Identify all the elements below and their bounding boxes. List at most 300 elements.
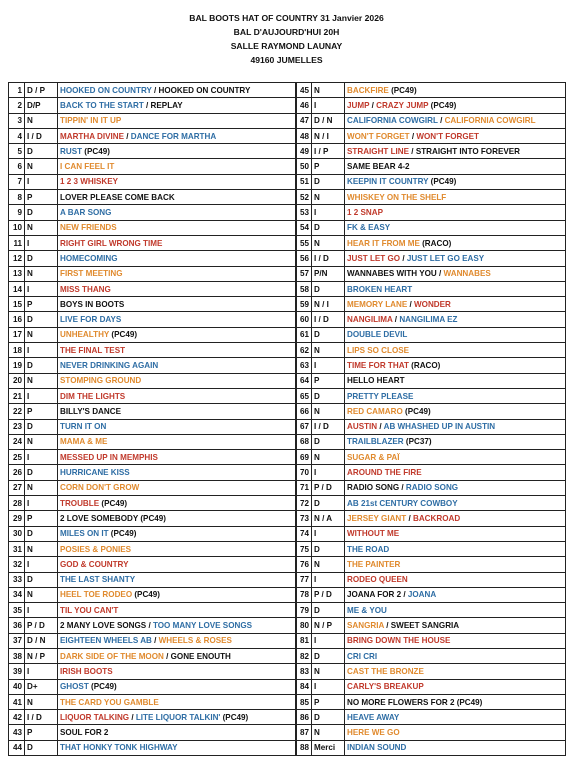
row-number: 49 (296, 144, 312, 159)
dance-code: I (25, 343, 58, 358)
dance-code: I (25, 174, 58, 189)
title-segment: STOMPING GROUND (60, 376, 142, 386)
title-segment: (PC49) (88, 682, 117, 692)
row-number: 44 (9, 740, 25, 755)
table-row (9, 694, 297, 709)
row-number: 79 (296, 603, 312, 618)
title-segment: FK & EASY (347, 223, 391, 233)
table-row (9, 266, 297, 281)
row-number: 75 (296, 541, 312, 556)
table-row (9, 633, 297, 648)
dance-title (345, 281, 566, 296)
dance-title (345, 404, 566, 419)
title-segment: BRING DOWN THE HOUSE (347, 636, 451, 646)
dance-title (58, 710, 297, 725)
row-number: 14 (9, 281, 25, 296)
row-number: 36 (9, 618, 25, 633)
title-segment: GOD & COUNTRY (60, 559, 129, 569)
dance-code: N / I (312, 297, 345, 312)
title-segment: LIQUOR TALKING (60, 712, 130, 722)
row-number: 71 (296, 480, 312, 495)
table-row (9, 327, 297, 342)
dance-title (58, 679, 297, 694)
dance-code: I (312, 526, 345, 541)
dance-code: I (25, 664, 58, 679)
dance-code: D (312, 174, 345, 189)
dance-code: N (312, 725, 345, 740)
row-number: 4 (9, 128, 25, 143)
dance-title (58, 98, 297, 113)
title-segment: DOUBLE DEVIL (347, 330, 408, 340)
dance-title (345, 725, 566, 740)
table-row (9, 572, 297, 587)
title-segment: RODEO QUEEN (347, 575, 408, 585)
dance-code: P (312, 373, 345, 388)
dance-title (58, 404, 297, 419)
dance-code: D (25, 205, 58, 220)
table-row (9, 557, 297, 572)
row-number: 34 (9, 587, 25, 602)
dance-title (345, 710, 566, 725)
dance-code: I (312, 465, 345, 480)
row-number: 37 (9, 633, 25, 648)
title-segment: TIL YOU CAN'T (60, 605, 119, 615)
dance-title (345, 557, 566, 572)
title-segment: I CAN FEEL IT (60, 162, 115, 172)
dance-title (345, 511, 566, 526)
dance-title (58, 281, 297, 296)
title-segment: CRAZY JUMP (376, 100, 429, 110)
row-number: 61 (296, 327, 312, 342)
title-segment: JERSEY GIANT (347, 513, 407, 523)
dance-code: I (25, 557, 58, 572)
title-segment: HOMECOMING (60, 253, 118, 263)
dance-title (345, 496, 566, 511)
row-number: 42 (9, 710, 25, 725)
table-row (296, 557, 566, 572)
title-segment: AB WHASHED UP IN AUSTIN (383, 422, 496, 432)
row-number: 25 (9, 450, 25, 465)
dance-code: D (25, 144, 58, 159)
title-segment: RADIO SONG (405, 483, 459, 493)
row-number: 52 (296, 190, 312, 205)
table-row (296, 358, 566, 373)
dance-code: P (25, 511, 58, 526)
dance-title (345, 618, 566, 633)
row-number: 2 (9, 98, 25, 113)
row-number: 70 (296, 465, 312, 480)
title-segment: WANNABES (443, 269, 491, 279)
title-segment: JOANA FOR 2 (347, 590, 402, 600)
title-segment: (PC49) (388, 85, 417, 95)
dance-code: P (25, 404, 58, 419)
dance-code: I (25, 603, 58, 618)
dance-code: D (312, 710, 345, 725)
dance-code: I (312, 679, 345, 694)
row-number: 64 (296, 373, 312, 388)
title-segment: / (146, 621, 153, 631)
table-row (296, 664, 566, 679)
dance-code: P (25, 190, 58, 205)
dance-code: N (25, 373, 58, 388)
row-number: 60 (296, 312, 312, 327)
dance-title (345, 465, 566, 480)
row-number: 38 (9, 648, 25, 663)
table-row (9, 465, 297, 480)
dance-code: D (25, 251, 58, 266)
row-number: 10 (9, 220, 25, 235)
row-number: 22 (9, 404, 25, 419)
dance-title (345, 235, 566, 250)
title-segment: (RACO) (408, 360, 441, 370)
table-row (296, 373, 566, 388)
table-row (9, 205, 297, 220)
title-segment: (PC49) (109, 330, 138, 340)
row-number: 41 (9, 694, 25, 709)
table-row (9, 404, 297, 419)
row-number: 53 (296, 205, 312, 220)
table-row (9, 220, 297, 235)
title-segment: CAST THE BRONZE (347, 666, 424, 676)
row-number: 45 (296, 83, 312, 98)
title-segment: MARTHA DIVINE (60, 131, 124, 141)
dance-title (58, 343, 297, 358)
title-segment: THE CARD YOU GAMBLE (60, 697, 159, 707)
row-number: 57 (296, 266, 312, 281)
dance-code: N (25, 434, 58, 449)
table-row (9, 526, 297, 541)
table-row (9, 83, 297, 98)
title-segment: / (437, 116, 445, 126)
dance-code: I (25, 388, 58, 403)
table-row (296, 327, 566, 342)
title-segment: RUST (60, 146, 83, 156)
dance-title (58, 648, 297, 663)
table-row (9, 480, 297, 495)
title-segment: THE PAINTER (347, 559, 401, 569)
dance-code: I / D (25, 128, 58, 143)
row-number: 73 (296, 511, 312, 526)
table-row (296, 220, 566, 235)
dance-code: N / I (312, 128, 345, 143)
title-segment: (PC49) (428, 100, 457, 110)
title-segment: (PC49) (82, 146, 110, 156)
dance-title (58, 526, 297, 541)
title-segment: LIVE FOR DAYS (60, 315, 122, 325)
dance-code: I (25, 281, 58, 296)
table-row (9, 725, 297, 740)
dance-code: I (312, 358, 345, 373)
title-segment: RADIO SONG (347, 483, 400, 493)
dance-title (345, 343, 566, 358)
row-number: 27 (9, 480, 25, 495)
title-segment: TOO MANY LOVE SONGS (152, 621, 253, 631)
title-segment: / (392, 315, 400, 325)
dance-title (58, 159, 297, 174)
table-row (9, 450, 297, 465)
dance-title (58, 205, 297, 220)
dance-code: D (312, 541, 345, 556)
dance-title (58, 541, 297, 556)
title-segment: BACKROAD (412, 513, 461, 523)
table-row (9, 343, 297, 358)
row-number: 13 (9, 266, 25, 281)
dance-title (345, 251, 566, 266)
dance-title (58, 480, 297, 495)
dance-code: D / N (25, 633, 58, 648)
dance-code: N (312, 235, 345, 250)
dance-code: N (25, 220, 58, 235)
row-number: 9 (9, 205, 25, 220)
title-segment: / (436, 269, 444, 279)
dance-code: P (312, 694, 345, 709)
dance-title (58, 450, 297, 465)
row-number: 19 (9, 358, 25, 373)
table-row (296, 618, 566, 633)
dance-title (58, 220, 297, 235)
dance-code: I (312, 205, 345, 220)
title-segment: SANGRIA (347, 621, 385, 631)
dance-title (345, 266, 566, 281)
title-segment: THE LAST SHANTY (60, 575, 136, 585)
title-segment: MEMORY LANE (347, 299, 408, 309)
row-number: 3 (9, 113, 25, 128)
title-segment: NEVER DRINKING AGAIN (60, 360, 159, 370)
row-number: 31 (9, 541, 25, 556)
table-row (296, 144, 566, 159)
dance-title (58, 572, 297, 587)
title-segment: (PC49) (132, 590, 160, 600)
dance-title (345, 434, 566, 449)
title-segment: WHISKEY ON THE SHELF (347, 192, 447, 202)
dance-code: D/P (25, 98, 58, 113)
table-row (9, 113, 297, 128)
title-segment: LITE LIQUOR TALKIN' (135, 712, 221, 722)
dance-title (58, 251, 297, 266)
title-segment: REPLAY (150, 100, 183, 110)
dance-title (345, 633, 566, 648)
table-row (296, 312, 566, 327)
table-row (9, 710, 297, 725)
title-segment: WANNABES WITH YOU (347, 269, 437, 279)
title-segment: LIPS SO CLOSE (347, 345, 410, 355)
row-number: 48 (296, 128, 312, 143)
row-number: 55 (296, 235, 312, 250)
table-row (296, 679, 566, 694)
table-row (296, 419, 566, 434)
table-row (9, 358, 297, 373)
dance-title (345, 740, 566, 755)
title-segment: (PC49) (108, 529, 137, 539)
row-number: 32 (9, 557, 25, 572)
table-row (9, 144, 297, 159)
dance-code: D (312, 434, 345, 449)
title-segment: HOOKED ON COUNTRY (158, 85, 251, 95)
dance-code: N (25, 480, 58, 495)
dance-code: I (312, 98, 345, 113)
title-segment: BROKEN HEART (347, 284, 413, 294)
table-row (9, 541, 297, 556)
table-row (9, 618, 297, 633)
table-row (9, 98, 297, 113)
title-segment: LOVER PLEASE COME BACK (60, 192, 175, 202)
dance-title (58, 465, 297, 480)
dance-title (345, 450, 566, 465)
dance-code: I (25, 496, 58, 511)
row-number: 40 (9, 679, 25, 694)
title-segment: SWEET SANGRIA (390, 621, 460, 631)
title-segment: STRAIGHT INTO FOREVER (415, 146, 520, 156)
title-segment: SAME BEAR 4-2 (347, 162, 410, 172)
table-row (9, 312, 297, 327)
title-segment: / (369, 100, 377, 110)
table-row (9, 128, 297, 143)
title-segment: / (163, 651, 171, 661)
row-number: 33 (9, 572, 25, 587)
title-segment: JUST LET GO EASY (406, 253, 485, 263)
dance-code: D (312, 496, 345, 511)
title-segment: POSIES & PONIES (60, 544, 132, 554)
row-number: 20 (9, 373, 25, 388)
table-row (296, 740, 566, 755)
title-segment: AB 21st CENTURY COWBOY (347, 498, 458, 508)
title-segment: SOUL FOR 2 (60, 728, 109, 738)
title-segment: TIPPIN' IN IT UP (60, 116, 122, 126)
dance-title (345, 205, 566, 220)
title-segment: DARK SIDE OF THE MOON (60, 651, 164, 661)
dance-title (58, 557, 297, 572)
table-row (296, 511, 566, 526)
dance-code: I / D (312, 312, 345, 327)
title-segment: NEW FRIENDS (60, 223, 117, 233)
title-segment: MAMA & ME (60, 437, 108, 447)
table-row (296, 297, 566, 312)
table-row (9, 159, 297, 174)
table-row (9, 740, 297, 755)
title-segment: DIM THE LIGHTS (60, 391, 126, 401)
title-segment: 1 2 SNAP (347, 208, 383, 218)
title-segment: / (409, 146, 416, 156)
dance-code: N (312, 664, 345, 679)
row-number: 12 (9, 251, 25, 266)
dance-title (58, 740, 297, 755)
row-number: 50 (296, 159, 312, 174)
row-number: 83 (296, 664, 312, 679)
header-line-3: SALLE RAYMOND LAUNAY (230, 41, 343, 51)
dance-code: N (25, 159, 58, 174)
table-row (296, 694, 566, 709)
dance-code: D (312, 603, 345, 618)
table-row (9, 496, 297, 511)
dance-title (58, 128, 297, 143)
row-number: 82 (296, 648, 312, 663)
row-number: 24 (9, 434, 25, 449)
title-segment: / (384, 621, 391, 631)
title-segment: / (129, 712, 136, 722)
dance-title (58, 633, 297, 648)
title-segment: / (151, 85, 159, 95)
title-segment: / (400, 253, 407, 263)
title-segment: BACK TO THE START (60, 100, 144, 110)
dance-title (345, 98, 566, 113)
dance-code: D (312, 388, 345, 403)
title-segment: (RACO) (419, 238, 452, 248)
table-row (296, 343, 566, 358)
title-segment: TURN IT ON (60, 422, 107, 432)
dance-title (58, 434, 297, 449)
dance-code: D (25, 419, 58, 434)
title-segment: EIGHTEEN WHEELS AB (60, 636, 152, 646)
dance-title (345, 587, 566, 602)
dance-code: N (312, 190, 345, 205)
title-segment: PRETTY PLEASE (347, 391, 414, 401)
title-segment: (PC49) (428, 177, 457, 187)
row-number: 51 (296, 174, 312, 189)
dance-code: N (25, 694, 58, 709)
row-number: 35 (9, 603, 25, 618)
row-number: 7 (9, 174, 25, 189)
title-segment: RIGHT GIRL WRONG TIME (60, 238, 163, 248)
table-row (9, 297, 297, 312)
title-segment: DANCE FOR MARTHA (130, 131, 217, 141)
table-row (9, 235, 297, 250)
table-row (296, 648, 566, 663)
title-segment: HEEL TOE RODEO (60, 590, 133, 600)
title-segment: GHOST (60, 682, 89, 692)
dance-code: D (312, 281, 345, 296)
dance-code: D (25, 358, 58, 373)
title-segment: (PC37) (403, 437, 432, 447)
dance-code: N (25, 327, 58, 342)
dance-code: D (25, 312, 58, 327)
title-segment: FIRST MEETING (60, 269, 123, 279)
row-number: 62 (296, 343, 312, 358)
dance-title (345, 358, 566, 373)
header-line-1: BAL BOOTS HAT OF COUNTRY 31 Janvier 2026 (189, 13, 384, 23)
dance-title (58, 174, 297, 189)
dance-title (345, 664, 566, 679)
table-row (9, 419, 297, 434)
dance-title (345, 541, 566, 556)
dance-title (58, 388, 297, 403)
dance-title (58, 587, 297, 602)
title-segment: / (124, 131, 131, 141)
row-number: 54 (296, 220, 312, 235)
dance-title (345, 174, 566, 189)
dance-title (58, 618, 297, 633)
dance-title (345, 128, 566, 143)
dance-title (58, 496, 297, 511)
dance-title (58, 725, 297, 740)
title-segment: AROUND THE FIRE (347, 468, 422, 478)
row-number: 67 (296, 419, 312, 434)
dance-title (58, 419, 297, 434)
table-row (296, 98, 566, 113)
dance-code: I (25, 235, 58, 250)
table-row (296, 465, 566, 480)
table-row (296, 174, 566, 189)
table-row (296, 128, 566, 143)
table-row (296, 434, 566, 449)
title-segment: STRAIGHT LINE (347, 146, 410, 156)
dance-code: P/N (312, 266, 345, 281)
dance-title (345, 679, 566, 694)
title-segment: JOANA (407, 590, 437, 600)
title-segment: JUMP (347, 100, 370, 110)
title-segment: HERE WE GO (347, 728, 400, 738)
dance-code: N (312, 343, 345, 358)
row-number: 23 (9, 419, 25, 434)
